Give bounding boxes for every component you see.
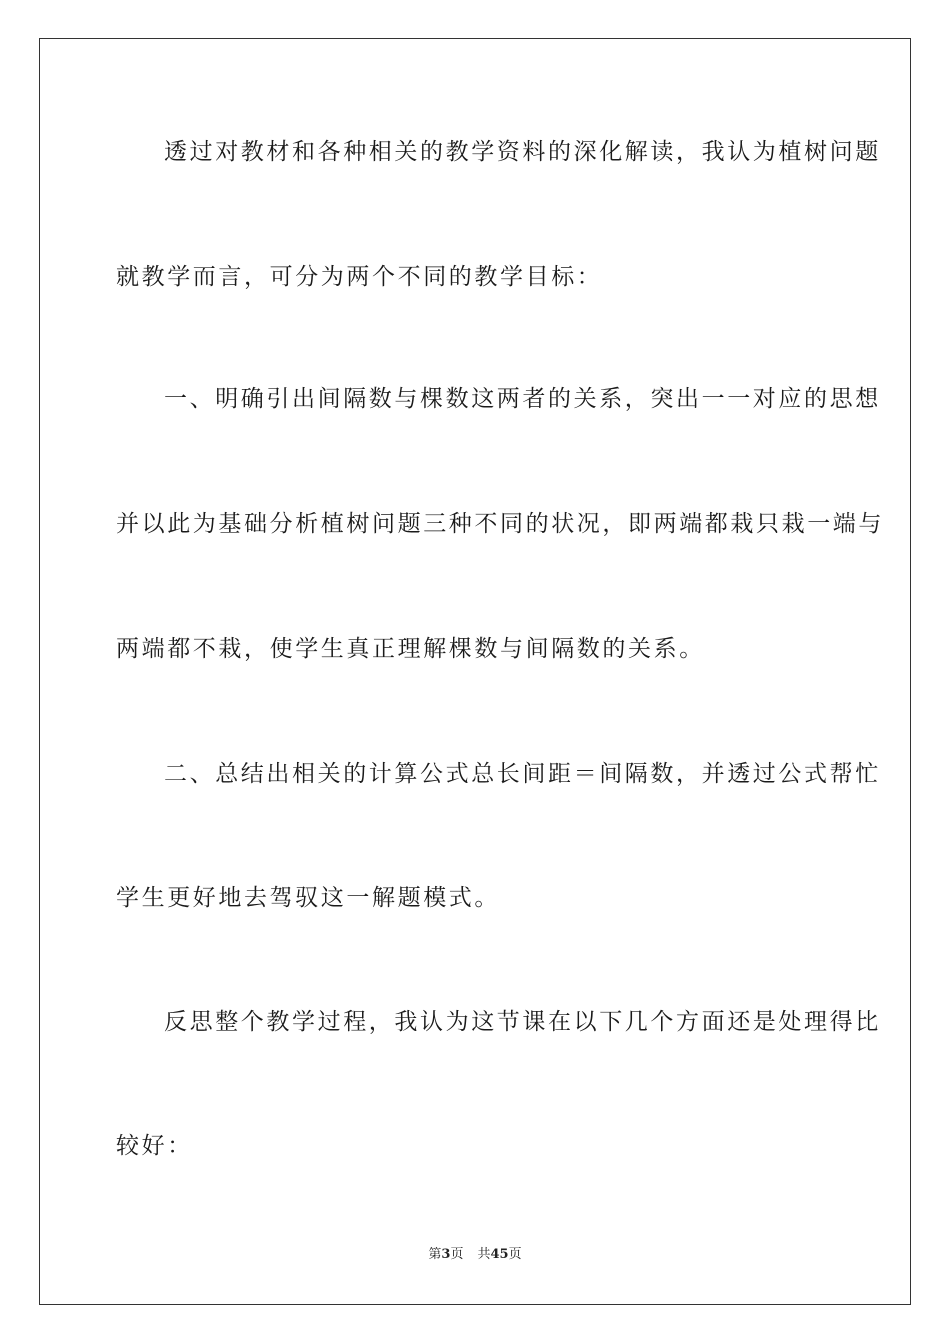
footer-page-suffix: 页: [450, 1247, 464, 1262]
footer-total-pages: 45: [490, 1247, 509, 1262]
paragraph-2-line-2: 并以此为基础分析植树问题三种不同的状况，即两端都栽只栽一端与: [116, 511, 884, 537]
paragraph-4-line-2: 较好：: [116, 1133, 193, 1159]
footer-total-prefix: 共: [477, 1247, 491, 1262]
paragraph-3-line-1: 二、总结出相关的计算公式总长间距＝间隔数，并透过公式帮忙: [164, 761, 881, 787]
page-footer: [0, 1247, 950, 1263]
paragraph-4-line-1: 反思整个教学过程，我认为这节课在以下几个方面还是处理得比: [164, 1009, 881, 1035]
paragraph-1-line-1: 透过对教材和各种相关的教学资料的深化解读，我认为植树问题: [164, 139, 881, 165]
paragraph-3-line-2: 学生更好地去驾驭这一解题模式。: [116, 885, 500, 911]
footer-page-prefix: 第: [428, 1247, 442, 1262]
footer-total-suffix: 页: [508, 1247, 522, 1262]
page-border: [39, 38, 911, 1305]
paragraph-2-line-3: 两端都不栽，使学生真正理解棵数与间隔数的关系。: [116, 636, 705, 662]
paragraph-2-line-1: 一、明确引出间隔数与棵数这两者的关系，突出一一对应的思想: [164, 386, 881, 412]
footer-page-number: 3: [441, 1247, 451, 1262]
paragraph-1-line-2: 就教学而言，可分为两个不同的教学目标：: [116, 264, 603, 290]
